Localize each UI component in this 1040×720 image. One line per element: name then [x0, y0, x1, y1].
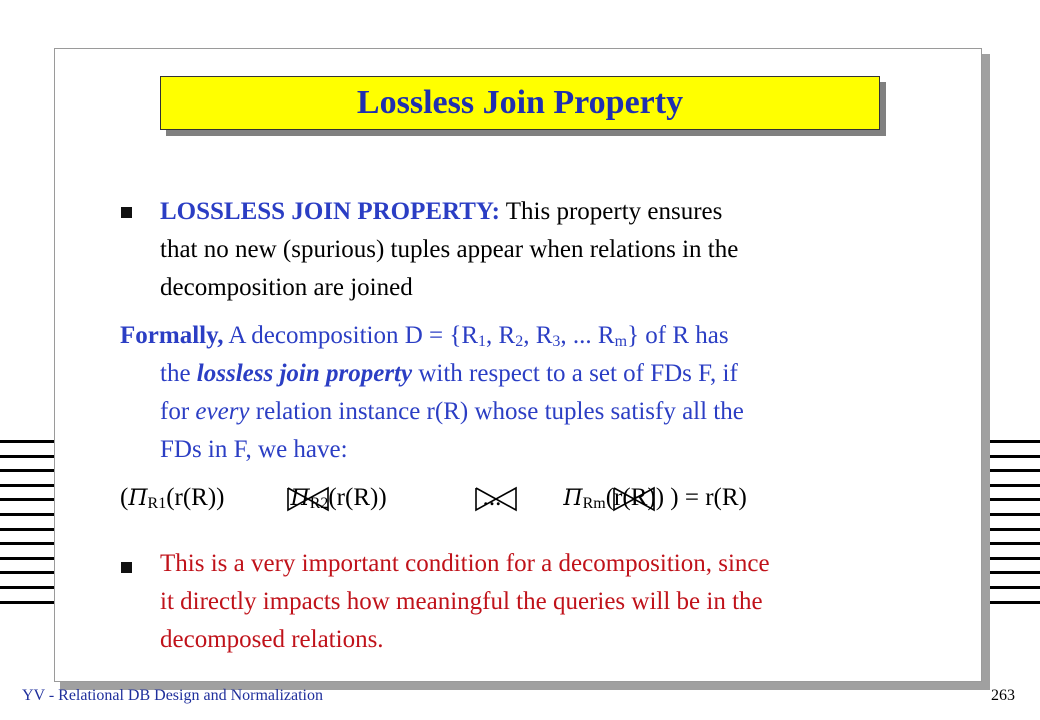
bullet-marker-2	[121, 562, 132, 573]
formally-line3-b: relation instance r(R) whose tuples satisfy all the	[249, 398, 744, 425]
bullet1-label: LOSSLESS JOIN PROPERTY:	[160, 198, 500, 225]
left-decorative-lines	[0, 440, 54, 615]
formula-open-paren: (	[120, 484, 129, 511]
formally-line1	[120, 316, 729, 356]
formula-arg-2: (r(R))	[328, 484, 387, 511]
footer-course-title: YV - Relational DB Design and Normalization	[22, 687, 323, 704]
bullet2-line3: decomposed relations.	[160, 626, 384, 653]
projection-symbol-1: Π	[128, 486, 148, 511]
formally-line2-a: the	[160, 360, 197, 387]
formally-label: Formally,	[120, 322, 224, 349]
natural-join-icon-2	[474, 486, 518, 512]
subscript-m: m	[614, 333, 628, 350]
subscript-1: 1	[478, 333, 487, 350]
formally-line2	[160, 354, 738, 394]
lossless-join-emphasis: lossless join property	[196, 360, 413, 387]
subscript-3: 3	[552, 333, 561, 350]
formally-line3-a: for	[160, 398, 196, 425]
formula-arg-1: (r(R))	[166, 484, 225, 511]
bullet2-line1: This is a very important condition for a decomposition, since	[160, 550, 770, 577]
formula-arg-m: (r(R)) ) = r(R)	[605, 484, 747, 511]
bullet1-line1-rest: This property ensures	[499, 198, 723, 225]
formally-line3	[160, 392, 744, 432]
right-decorative-lines	[990, 440, 1040, 615]
bullet1-line3: decomposition are joined	[160, 274, 413, 301]
formally-line4: FDs in F, we have:	[160, 436, 348, 463]
bullet1-line2: that no new (spurious) tuples appear when relations in the	[160, 236, 739, 263]
formula-dots: ...	[482, 484, 502, 511]
formula-sub-r1: R1	[147, 495, 167, 512]
natural-join-icon-3	[612, 486, 656, 512]
formula-sub-r2: R2	[309, 495, 329, 512]
subscript-2: 2	[515, 333, 524, 350]
sep-1: , R	[486, 322, 516, 349]
formally-line1-text: A decomposition D = {R	[223, 322, 479, 349]
every-emphasis: every	[195, 398, 250, 425]
formula-sub-rm: Rm	[582, 495, 606, 512]
projection-symbol-m: Π	[563, 486, 583, 511]
natural-join-icon-1	[286, 486, 330, 512]
sep-2: , R	[523, 322, 553, 349]
formally-line2-b: with respect to a set of FDs F, if	[412, 360, 738, 387]
bullet-marker-1	[121, 207, 132, 218]
slide-title: Lossless Join Property	[160, 76, 880, 130]
formally-line1-end: } of R has	[627, 322, 729, 349]
bullet1-line1	[160, 192, 722, 232]
bullet2-line2: it directly impacts how meaningful the queries will be in the	[160, 588, 763, 615]
footer-page-number: 263	[991, 687, 1015, 704]
sep-3: , ... R	[560, 322, 615, 349]
projection-symbol-2: Π	[290, 486, 310, 511]
